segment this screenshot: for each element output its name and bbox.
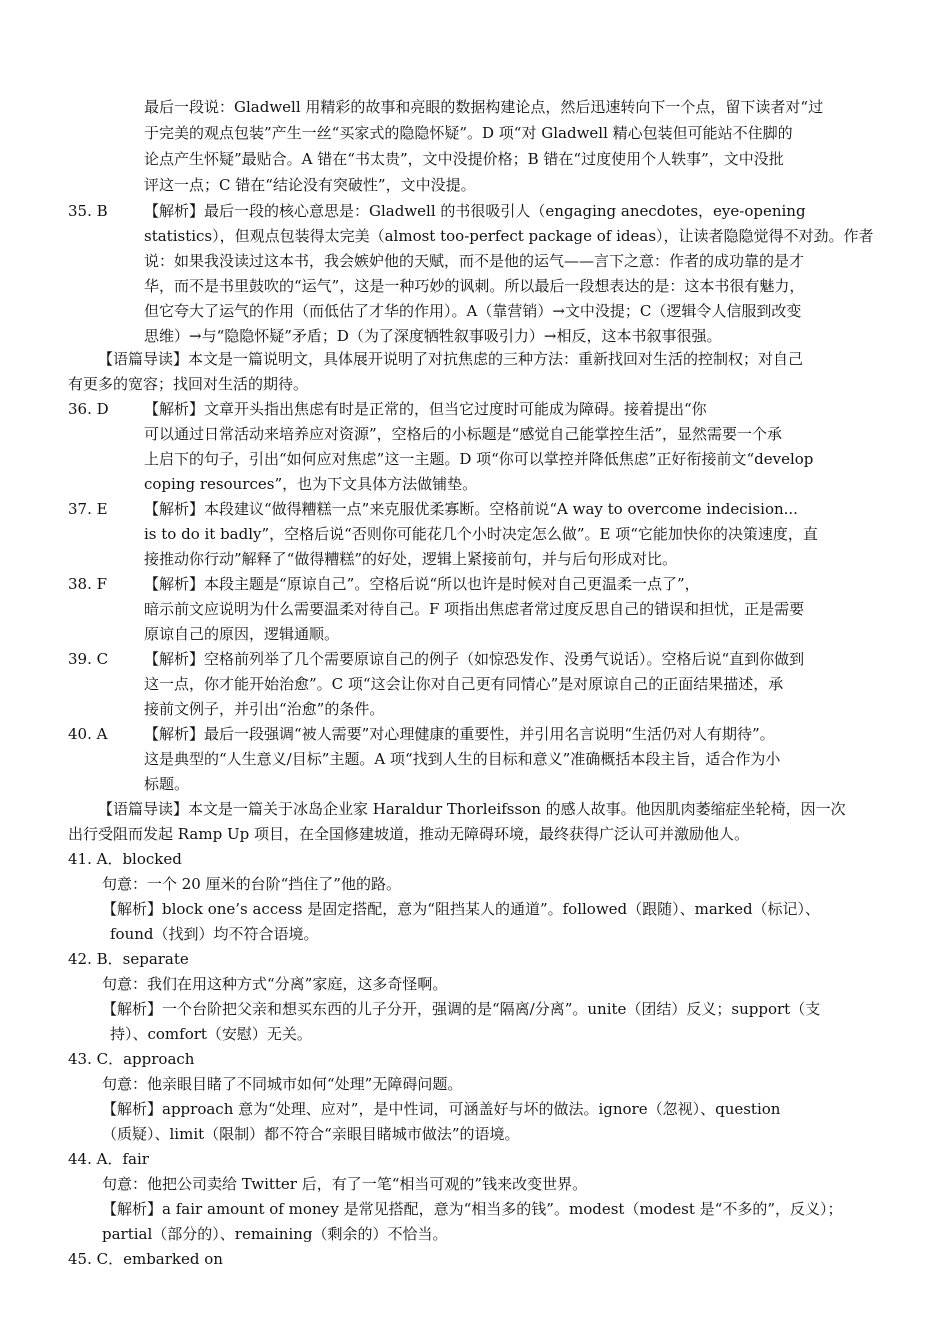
q36-line-3: 上启下的句子，引出“如何应对焦虑”这一主题。D 项“你可以掌控并降低焦虑”正好衔接前文“develop xyxy=(144,450,814,468)
q39-line-3: 接前文例子，并引出“治愈”的条件。 xyxy=(144,700,385,718)
q38-number: 38. F xyxy=(68,575,108,593)
q37-line-1: 【解析】本段建议“做得糟糕一点”来克服优柔寡断。空格前说“A way to overcome indecision... xyxy=(144,500,798,518)
q36-line-2: 可以通过日常活动来培养应对资源”，空格后的小标题是“感觉自己能掌控生活”，显然需要一个承 xyxy=(144,425,783,443)
q39-number: 39. C xyxy=(68,650,109,668)
q35-line-1: 【解析】最后一段的核心意思是：Gladwell 的书很吸引人（engaging anecdotes，eye-opening xyxy=(144,202,806,220)
q40-number: 40. A xyxy=(68,725,108,743)
q44-meaning: 句意：他把公司卖给 Twitter 后，有了一笔“相当可观的”钱来改变世界。 xyxy=(102,1175,588,1193)
q35-line-6: 思维）→与“隐隐怀疑”矛盾；D（为了深度牺牲叙事吸引力）→相反，这本书叙事很强。 xyxy=(144,327,722,345)
q40-line-3: 标题。 xyxy=(144,775,190,793)
q36-line-1: 【解析】文章开头指出焦虑有时是正常的，但当它过度时可能成为障碍。接着提出“你 xyxy=(144,400,707,418)
q34-line-1: 最后一段说：Gladwell 用精彩的故事和亮眼的数据构建论点，然后迅速转向下一个点，留下读者对“过 xyxy=(144,98,824,116)
q37-line-3: 接推动你行动”解释了“做得糟糕”的好处，逻辑上紧接前句，并与后句形成对比。 xyxy=(144,550,678,568)
q34-line-4: 评这一点；C 错在“结论没有突破性”，文中没提。 xyxy=(144,176,476,194)
q34-line-2: 于完美的观点包装”产生一丝“买家式的隐隐怀疑”。D 项“对 Gladwell 精心包装但可能站不住脚的 xyxy=(144,124,793,142)
q42-analysis-1: 【解析】一个台阶把父亲和想买东西的儿子分开，强调的是“隔离/分离”。unite（团结）反义；support（支 xyxy=(102,1000,821,1018)
q39-line-1: 【解析】空格前列举了几个需要原谅自己的例子（如惊恐发作、没勇气说话）。空格后说“直到你做到 xyxy=(144,650,805,668)
passage-guide-2-line-2: 出行受阻而发起 Ramp Up 项目，在全国修建坡道，推动无障碍环境，最终获得广泛认可并激励他人。 xyxy=(68,825,749,843)
q44-analysis-1: 【解析】a fair amount of money 是常见搭配，意为“相当多的钱”。modest（modest 是“不多的”，反义）； xyxy=(102,1200,843,1218)
q39-line-2: 这一点，你才能开始治愈”。C 项“这会让你对自己更有同情心”是对原谅自己的正面结果描述，承 xyxy=(144,675,784,693)
q42-analysis-2: 持）、comfort（安慰）无关。 xyxy=(110,1025,312,1043)
q43-number: 43. C．approach xyxy=(68,1050,195,1068)
q44-number: 44. A．fair xyxy=(68,1150,149,1168)
q41-meaning: 句意：一个 20 厘米的台阶“挡住了”他的路。 xyxy=(102,875,401,893)
q37-number: 37. E xyxy=(68,500,108,518)
q40-line-2: 这是典型的“人生意义/目标”主题。A 项“找到人生的目标和意义”准确概括本段主旨，适合作为小 xyxy=(144,750,781,768)
q43-meaning: 句意：他亲眼目睹了不同城市如何“处理”无障碍问题。 xyxy=(102,1075,463,1093)
q43-analysis-1: 【解析】approach 意为“处理、应对”，是中性词，可涵盖好与坏的做法。ignore（忽视）、question xyxy=(102,1100,781,1118)
q40-line-1: 【解析】最后一段强调“被人需要”对心理健康的重要性，并引用名言说明“生活仍对人有期待”。 xyxy=(144,725,775,743)
q42-meaning: 句意：我们在用这种方式“分离”家庭，这多奇怪啊。 xyxy=(102,975,448,993)
q34-line-3: 论点产生怀疑”最贴合。A 错在“书太贵”，文中没提价格；B 错在“过度使用个人轶事”，文中没批 xyxy=(144,150,784,168)
q41-number: 41. A．blocked xyxy=(68,850,182,868)
q42-number: 42. B．separate xyxy=(68,950,189,968)
q36-line-4: coping resources”，也为下文具体方法做铺垫。 xyxy=(144,475,478,493)
q35-number: 35. B xyxy=(68,202,108,220)
q38-line-3: 原谅自己的原因，逻辑通顺。 xyxy=(144,625,340,643)
q38-line-2: 暗示前文应说明为什么需要温柔对待自己。F 项指出焦虑者常过度反思自己的错误和担忧，正是需要 xyxy=(144,600,805,618)
q35-line-4: 华，而不是书里鼓吹的“运气”，这是一种巧妙的讽刺。所以最后一段想表达的是：这本书很有魅力， xyxy=(144,277,805,295)
q35-line-3: 说：如果我没读过这本书，我会嫉妒他的天赋，而不是他的运气——言下之意：作者的成功靠的是才 xyxy=(144,252,805,270)
q38-line-1: 【解析】本段主题是“原谅自己”。空格后说“所以也许是时候对自己更温柔一点了”， xyxy=(144,575,700,593)
q36-number: 36. D xyxy=(68,400,109,418)
passage-guide-1-line-2: 有更多的宽容；找回对生活的期待。 xyxy=(68,375,309,393)
passage-guide-1-line-1: 【语篇导读】本文是一篇说明文，具体展开说明了对抗焦虑的三种方法：重新找回对生活的控制权；对自己 xyxy=(98,350,804,368)
q35-line-5: 但它夸大了运气的作用（而低估了才华的作用）。A（靠营销）→文中没提；C（逻辑令人信服到改变 xyxy=(144,302,802,320)
q37-line-2: is to do it badly”，空格后说“否则你可能花几个小时决定怎么做”。E 项“它能加快你的决策速度，直 xyxy=(144,525,818,543)
q45-number: 45. C．embarked on xyxy=(68,1250,223,1268)
q41-analysis-1: 【解析】block one’s access 是固定搭配，意为“阻挡某人的通道”。followed（跟随）、marked（标记）、 xyxy=(102,900,821,918)
passage-guide-2-line-1: 【语篇导读】本文是一篇关于冰岛企业家 Haraldur Thorleifsson 的感人故事。他因肌肉萎缩症坐轮椅，因一次 xyxy=(98,800,846,818)
q35-line-2: statistics），但观点包装得太完美（almost too-perfect package of ideas），让读者隐隐觉得不对劲。作者 xyxy=(144,227,874,245)
q44-analysis-2: partial（部分的）、remaining（剩余的）不恰当。 xyxy=(102,1225,448,1243)
q43-analysis-2: （质疑）、limit（限制）都不符合“亲眼目睹城市做法”的语境。 xyxy=(102,1125,520,1143)
q41-analysis-2: found（找到）均不符合语境。 xyxy=(110,925,319,943)
